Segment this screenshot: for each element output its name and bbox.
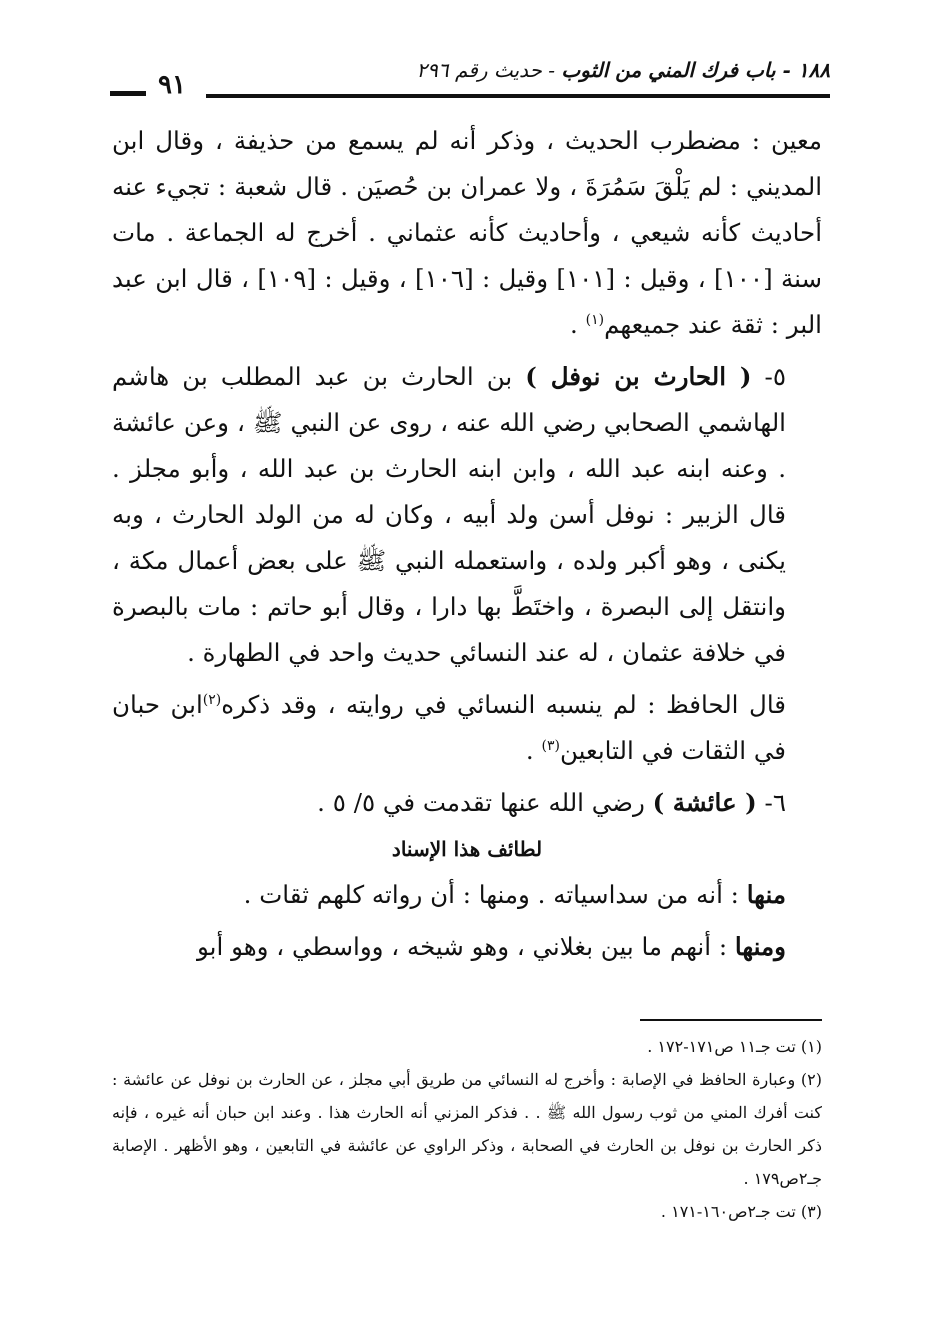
page-header xyxy=(110,58,830,108)
minha-text-2: : أنهم ما بين بغلاني ، وهو شيخه ، وواسطي ، وهو أبو xyxy=(197,932,735,961)
footnotes xyxy=(112,1030,822,1228)
narrator-6-text: رضي الله عنها تقدمت في ٥/ ٥ . xyxy=(317,788,653,817)
footnote-ref-2: (٢) xyxy=(202,691,222,708)
footnote-2: (٢) وعبارة الحافظ في الإصابة : وأخرج له النسائي من طريق أبي مجلز ، عن الحارث بن نوفل عن عائشة : كنت أفرك المني من ثوب رسول الله ﷺ . . فذكر المزني أنه الحارث هذا . وعند ابن حبان أنه غيره ، فإنه ذكر الحارث بن نوفل بن الحارث في الصحابة ، وذكر الراوي عن عائشة في التابعين ، وهو الأظهر . الإصابة جـ٢ص١٧٩ . xyxy=(112,1070,823,1188)
chapter-title: ١٨٨ - باب فرك المني من الثوب xyxy=(561,58,830,82)
paragraph-1-end: . xyxy=(570,310,586,339)
paragraph-hafiz-b: ابن حبان في الثقات في التابعين xyxy=(112,690,786,765)
footnote-ref-3: (٣) xyxy=(541,737,560,754)
footnote-rule xyxy=(640,1019,822,1021)
header-dash xyxy=(110,91,146,96)
footnote-1: (١) تت جـ١١ ص١٧١-١٧٢ . xyxy=(647,1037,822,1056)
paragraph-hafiz-end: . xyxy=(525,736,542,765)
minha-text-1: : أنه من سداسياته . ومنها : أن رواته كلهم ثقات . xyxy=(243,880,747,909)
paragraph-hafiz-a: قال الحافظ : لم ينسبه النسائي في روايته ، وقد ذكره xyxy=(221,690,786,719)
minha-label-2: ومنها xyxy=(734,932,786,961)
footnote-ref-1: (١) xyxy=(585,311,605,328)
paragraph-1 xyxy=(112,118,822,348)
narrator-5-text: بن الحارث بن عبد المطلب بن هاشم الهاشمي الصحابي رضي الله عنه ، روى عن النبي ﷺ ، وعن عائشة . وعنه ابنه عبد الله ، وابن ابنه الحارث بن عبد الله ، وأبو مجلز . قال الزبير : نوفل أسن ولد أبيه ، وكان له من الولد الحارث ، وبه يكنى ، وهو أكبر ولده ، واستعمله النبي ﷺ على بعض أعمال مكة ، وانتقل إلى البصرة ، واختَطَّ بها دارا ، وقال أبو حاتم : مات بالبصرة في خلافة عثمان ، له عند النسائي حديث واحد في الطهارة . xyxy=(112,362,786,667)
narrator-5-name: ( الحارث بن نوفل ) xyxy=(525,362,752,391)
paragraph-minha-1 xyxy=(112,872,822,918)
narrator-6-name: ( عائشة ) xyxy=(652,788,757,817)
narrator-6-number: ٦- xyxy=(756,788,786,817)
narrator-6 xyxy=(112,780,822,826)
paragraph-1-text: معين : مضطرب الحديث ، وذكر أنه لم يسمع من حذيفة ، وقال ابن المديني : لم يَلْقَ سَمُرَةَ ، ولا عمران بن حُصيَن . قال شعبة : تجيء عنه أحاديث كأنه شيعي ، وأحاديث كأنه عثماني . أخرج له الجماعة . مات سنة [١٠٠] ، وقيل : [١٠١] وقيل : [١٠٦] ، وقيل : [١٠٩] ، قال ابن عبد البر : ثقة عند جميعهم xyxy=(112,126,823,339)
paragraph-hafiz xyxy=(112,682,822,774)
main-text xyxy=(112,118,822,970)
footnote-3: (٣) تت جـ٢ص١٦٠-١٧١ . xyxy=(660,1202,822,1221)
narrator-5 xyxy=(112,354,822,676)
narrator-5-number: ٥- xyxy=(751,362,786,391)
page-number: ٩١ xyxy=(158,70,186,100)
header-rule xyxy=(206,94,830,98)
running-head xyxy=(416,58,830,82)
section-title: لطائف هذا الإسناد xyxy=(391,837,543,861)
minha-label-1: منها xyxy=(746,880,786,909)
hadith-number: - حديث رقم ٢٩٦ xyxy=(416,58,562,82)
paragraph-minha-2 xyxy=(112,924,822,970)
